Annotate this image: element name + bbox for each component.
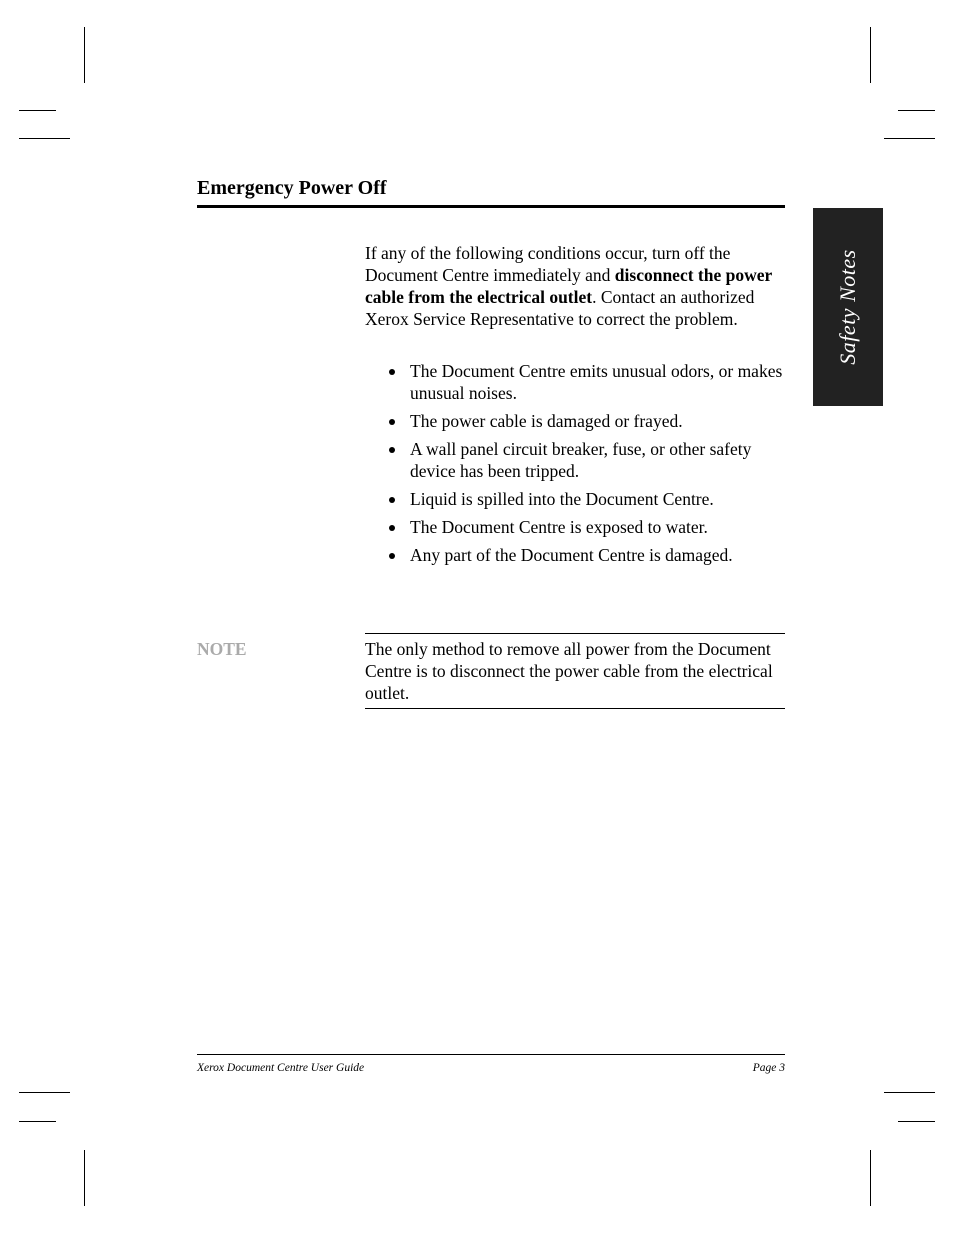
intro-text-part2: . Contact an authorized Xerox Service Representative to correct the problem. [365,287,755,329]
bullet-icon [389,447,395,453]
list-item [365,360,785,404]
crop-mark [19,1092,70,1093]
section-tab [813,208,883,406]
list-item-text: The Document Centre emits unusual odors, or makes unusual noises. [410,361,783,403]
intro-bold-instruction: disconnect the power cable from the electrical outlet [365,265,772,307]
crop-mark [898,1121,935,1122]
list-item [365,516,785,538]
list-item-text: The power cable is damaged or frayed. [410,411,683,431]
footer-page-number: Page 3 [752,1062,785,1074]
footer-guide-title: Xerox Document Centre User Guide [197,1062,365,1074]
section-tab-label: Safety Notes [835,249,860,365]
intro-paragraph [365,242,785,330]
crop-mark [84,27,85,83]
crop-mark [870,27,871,83]
list-item-text: Any part of the Document Centre is damaged. [410,545,733,565]
bullet-icon [389,553,395,559]
list-item-text: A wall panel circuit breaker, fuse, or other safety device has been tripped. [410,439,752,481]
bullet-icon [389,369,395,375]
list-item [365,544,785,566]
list-item [365,410,785,432]
intro-text-part1: If any of the following conditions occur, turn off the Document Centre immediately and [365,243,731,285]
footer-rule [197,1054,785,1055]
note-text: The only method to remove all power from the Document Centre is to disconnect the power cable from the electrical outlet. [365,639,773,703]
crop-mark [19,1121,56,1122]
bullet-icon [389,497,395,503]
note-bottom-rule [365,708,785,709]
list-item-text: The Document Centre is exposed to water. [410,517,708,537]
crop-mark [870,1150,871,1206]
bullet-icon [389,419,395,425]
crop-mark [19,138,70,139]
note-label: NOTE [197,639,247,659]
bullet-icon [389,525,395,531]
heading-rule [197,205,785,208]
note-top-rule [365,633,785,634]
list-item [365,488,785,510]
list-item-text: Liquid is spilled into the Document Centre. [410,489,714,509]
crop-mark [84,1150,85,1206]
crop-mark [884,138,935,139]
crop-mark [898,110,935,111]
crop-mark [884,1092,935,1093]
conditions-list [365,360,785,572]
crop-mark [19,110,56,111]
list-item [365,438,785,482]
section-title: Emergency Power Off [197,177,387,199]
